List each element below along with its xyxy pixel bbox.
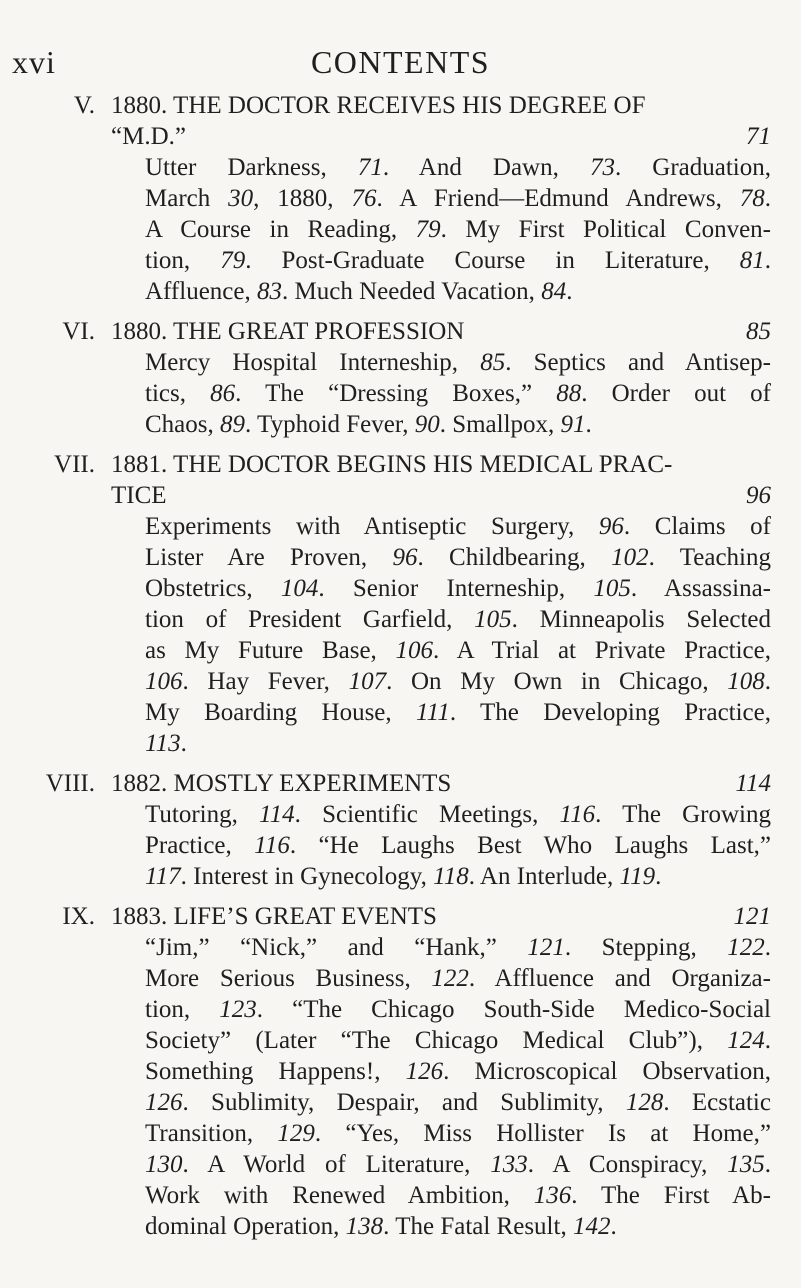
chapter-heading-line: 1880. THE GREAT PROFESSION 85	[111, 318, 771, 345]
summary-line: as My Future Base, 106. A Trial at Private Practice,	[145, 637, 771, 664]
chapter-heading	[111, 768, 771, 799]
summary-line: Something Happens!, 126. Microscopical Observation,	[145, 1058, 771, 1085]
toc-chapter	[0, 316, 801, 440]
chapter-page-number: 71	[746, 123, 771, 150]
summary-line: Transition, 129. “Yes, Miss Hollister Is at Home,”	[145, 1120, 771, 1147]
summary-line: Practice, 116. “He Laughs Best Who Laughs Last,”	[145, 832, 771, 859]
table-of-contents	[0, 90, 801, 1251]
chapter-summary	[145, 799, 771, 892]
chapter-heading	[111, 316, 771, 347]
page-header	[0, 44, 801, 84]
summary-line: Mercy Hospital Interneship, 85. Septics and Antisep-	[145, 349, 771, 376]
running-title: CONTENTS	[310, 44, 491, 80]
chapter-heading-line: 1880. THE DOCTOR RECEIVES HIS DEGREE OF	[111, 92, 646, 119]
chapter-summary	[145, 511, 771, 759]
chapter-page-number: 121	[733, 903, 771, 930]
summary-line: Utter Darkness, 71. And Dawn, 73. Graduation,	[145, 154, 771, 181]
summary-line: dominal Operation, 138. The Fatal Result, 142.	[145, 1213, 617, 1240]
chapter-numeral: VII.	[54, 451, 95, 478]
chapter-summary	[145, 932, 771, 1242]
chapter-heading	[111, 90, 771, 152]
chapter-heading	[111, 449, 771, 511]
summary-line: 113.	[145, 730, 187, 757]
summary-line: 126. Sublimity, Despair, and Sublimity, 128. Ecstatic	[145, 1089, 771, 1116]
chapter-page-number: 85	[746, 318, 771, 345]
toc-chapter	[0, 768, 801, 892]
summary-line: Experiments with Antiseptic Surgery, 96. Claims of	[145, 513, 771, 540]
chapter-numeral: VIII.	[45, 770, 95, 797]
summary-line: “Jim,” “Nick,” and “Hank,” 121. Stepping, 122.	[145, 934, 771, 961]
summary-line: Obstetrics, 104. Senior Interneship, 105. Assassina-	[145, 575, 771, 602]
toc-chapter	[0, 901, 801, 1242]
summary-line: Chaos, 89. Typhoid Fever, 90. Smallpox, 91.	[145, 411, 592, 438]
summary-line: 130. A World of Literature, 133. A Conspiracy, 135.	[145, 1151, 771, 1178]
summary-line: 106. Hay Fever, 107. On My Own in Chicago, 108.	[145, 668, 771, 695]
chapter-summary	[145, 152, 771, 307]
summary-line: tion, 79. Post-Graduate Course in Literature, 81.	[145, 247, 771, 274]
summary-line: tion of President Garfield, 105. Minneapolis Selected	[145, 606, 771, 633]
summary-line: Society” (Later “The Chicago Medical Club”), 124.	[145, 1027, 771, 1054]
summary-line: Lister Are Proven, 96. Childbearing, 102. Teaching	[145, 544, 772, 571]
toc-chapter	[0, 449, 801, 759]
page-number: xvi	[12, 44, 56, 80]
chapter-page-number: 114	[735, 770, 771, 797]
chapter-summary	[145, 347, 771, 440]
summary-line: tics, 86. The “Dressing Boxes,” 88. Order out of	[145, 380, 771, 407]
chapter-numeral: VI.	[62, 318, 95, 345]
chapter-heading-line: 1883. LIFE’S GREAT EVENTS 121	[111, 903, 771, 930]
summary-line: March 30, 1880, 76. A Friend—Edmund Andrews, 78.	[145, 185, 771, 212]
summary-line: Tutoring, 114. Scientific Meetings, 116. The Growing	[145, 801, 771, 828]
summary-line: 117. Interest in Gynecology, 118. An Interlude, 119.	[145, 863, 662, 890]
summary-line: More Serious Business, 122. Affluence and Organiza-	[145, 965, 771, 992]
chapter-page-number: 96	[746, 482, 771, 509]
chapter-heading-line: TICE 96	[111, 482, 771, 509]
summary-line: Work with Renewed Ambition, 136. The First Ab-	[145, 1182, 772, 1209]
chapter-numeral: IX.	[62, 903, 95, 930]
chapter-heading	[111, 901, 771, 932]
chapter-heading-line: 1882. MOSTLY EXPERIMENTS 114	[111, 770, 771, 797]
summary-line: A Course in Reading, 79. My First Political Conven-	[145, 216, 772, 243]
chapter-numeral: V.	[73, 92, 95, 119]
summary-line: tion, 123. “The Chicago South-Side Medico-Social	[145, 996, 771, 1023]
chapter-heading-line: 1881. THE DOCTOR BEGINS HIS MEDICAL PRAC-	[111, 451, 673, 478]
chapter-heading-line: “M.D.” 71	[111, 123, 771, 150]
summary-line: Affluence, 83. Much Needed Vacation, 84.	[145, 278, 573, 305]
toc-chapter	[0, 90, 801, 307]
summary-line: My Boarding House, 111. The Developing Practice,	[145, 699, 772, 726]
